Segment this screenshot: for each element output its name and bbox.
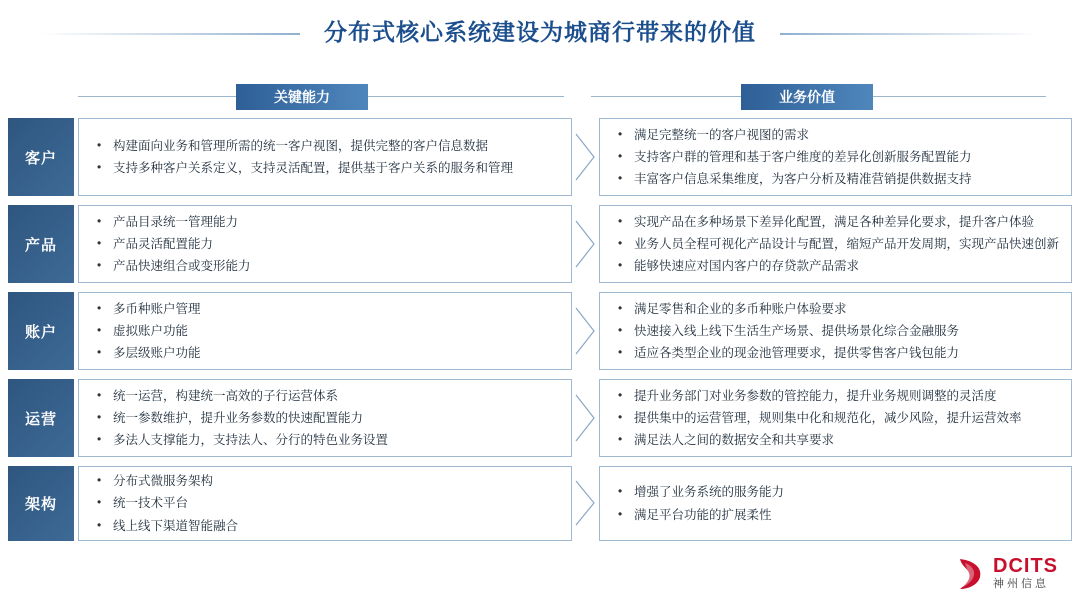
column-header-capabilities <box>78 84 564 110</box>
list-item: • 统一运营，构建统一高效的子行运营体系 <box>79 385 571 407</box>
title-bar <box>0 12 1080 56</box>
arrow-icon <box>574 466 598 541</box>
values-panel-architecture <box>599 466 1072 541</box>
values-panel-customer <box>599 118 1072 196</box>
list-item: • 丰富客户信息采集维度，为客户分析及精准营销提供数据支持 <box>600 168 1071 190</box>
capabilities-panel-customer <box>78 118 572 196</box>
list-item: • 多层级账户功能 <box>79 342 571 364</box>
arrow-icon <box>574 292 598 370</box>
list-item: • 提升业务部门对业务参数的管控能力，提升业务规则调整的灵活度 <box>600 385 1071 407</box>
values-panel-operations <box>599 379 1072 457</box>
capabilities-panel-product <box>78 205 572 283</box>
logo <box>956 556 1058 591</box>
list-item: • 统一技术平台 <box>79 492 571 514</box>
capabilities-panel-architecture <box>78 466 572 541</box>
table-row <box>8 379 1072 457</box>
dcits-mark-icon <box>956 557 986 591</box>
list-item: • 提供集中的运营管理，规则集中化和规范化，减少风险，提升运营效率 <box>600 407 1071 429</box>
list-item: • 支持客户群的管理和基于客户维度的差异化创新服务配置能力 <box>600 146 1071 168</box>
capabilities-panel-account <box>78 292 572 370</box>
list-item: • 多法人支撑能力，支持法人、分行的特色业务设置 <box>79 429 571 451</box>
logo-brand-cn: 神州信息 <box>993 578 1049 590</box>
capabilities-panel-operations <box>78 379 572 457</box>
list-item: • 线上线下渠道智能融合 <box>79 515 571 537</box>
list-item: • 满足平台功能的扩展柔性 <box>600 504 1071 526</box>
list-item: • 产品目录统一管理能力 <box>79 211 571 233</box>
list-item: • 虚拟账户功能 <box>79 320 571 342</box>
logo-text <box>993 556 1058 591</box>
list-item: • 快速接入线上线下生活生产场景、提供场景化综合金融服务 <box>600 320 1071 342</box>
list-item: • 业务人员全程可视化产品设计与配置，缩短产品开发周期，实现产品快速创新 <box>600 233 1071 255</box>
list-item: • 适应各类型企业的现金池管理要求，提供零售客户钱包能力 <box>600 342 1071 364</box>
list-item: • 产品快速组合或变形能力 <box>79 255 571 277</box>
list-item: • 满足法人之间的数据安全和共享要求 <box>600 429 1071 451</box>
list-item: • 实现产品在多种场景下差异化配置，满足各种差异化要求，提升客户体验 <box>600 211 1071 233</box>
row-label-product: 产品 <box>8 205 74 283</box>
list-item: • 能够快速应对国内客户的存贷款产品需求 <box>600 255 1071 277</box>
values-panel-account <box>599 292 1072 370</box>
list-item: • 多币种账户管理 <box>79 298 571 320</box>
values-panel-product <box>599 205 1072 283</box>
logo-brand-en: DCITS <box>993 555 1058 577</box>
row-label-account: 账户 <box>8 292 74 370</box>
list-item: • 产品灵活配置能力 <box>79 233 571 255</box>
list-item: • 分布式微服务架构 <box>79 470 571 492</box>
arrow-icon <box>574 118 598 196</box>
list-item: • 构建面向业务和管理所需的统一客户视图，提供完整的客户信息数据 <box>79 135 571 157</box>
table-row <box>8 466 1072 541</box>
list-item: • 支持多种客户关系定义，支持灵活配置，提供基于客户关系的服务和管理 <box>79 157 571 179</box>
list-item: • 满足零售和企业的多币种账户体验要求 <box>600 298 1071 320</box>
row-label-customer: 客户 <box>8 118 74 196</box>
column-header-values-label: 业务价值 <box>741 84 873 110</box>
row-label-architecture: 架构 <box>8 466 74 541</box>
column-header-values <box>591 84 1046 110</box>
arrow-icon <box>574 379 598 457</box>
column-header-capabilities-label: 关键能力 <box>236 84 368 110</box>
arrow-icon <box>574 205 598 283</box>
list-item: • 统一参数维护，提升业务参数的快速配置能力 <box>79 407 571 429</box>
list-item: • 满足完整统一的客户视图的需求 <box>600 124 1071 146</box>
row-label-operations: 运营 <box>8 379 74 457</box>
table-row <box>8 205 1072 283</box>
table-row <box>8 118 1072 196</box>
list-item: • 增强了业务系统的服务能力 <box>600 481 1071 503</box>
page-title: 分布式核心系统建设为城商行带来的价值 <box>324 19 756 45</box>
table-row <box>8 292 1072 370</box>
